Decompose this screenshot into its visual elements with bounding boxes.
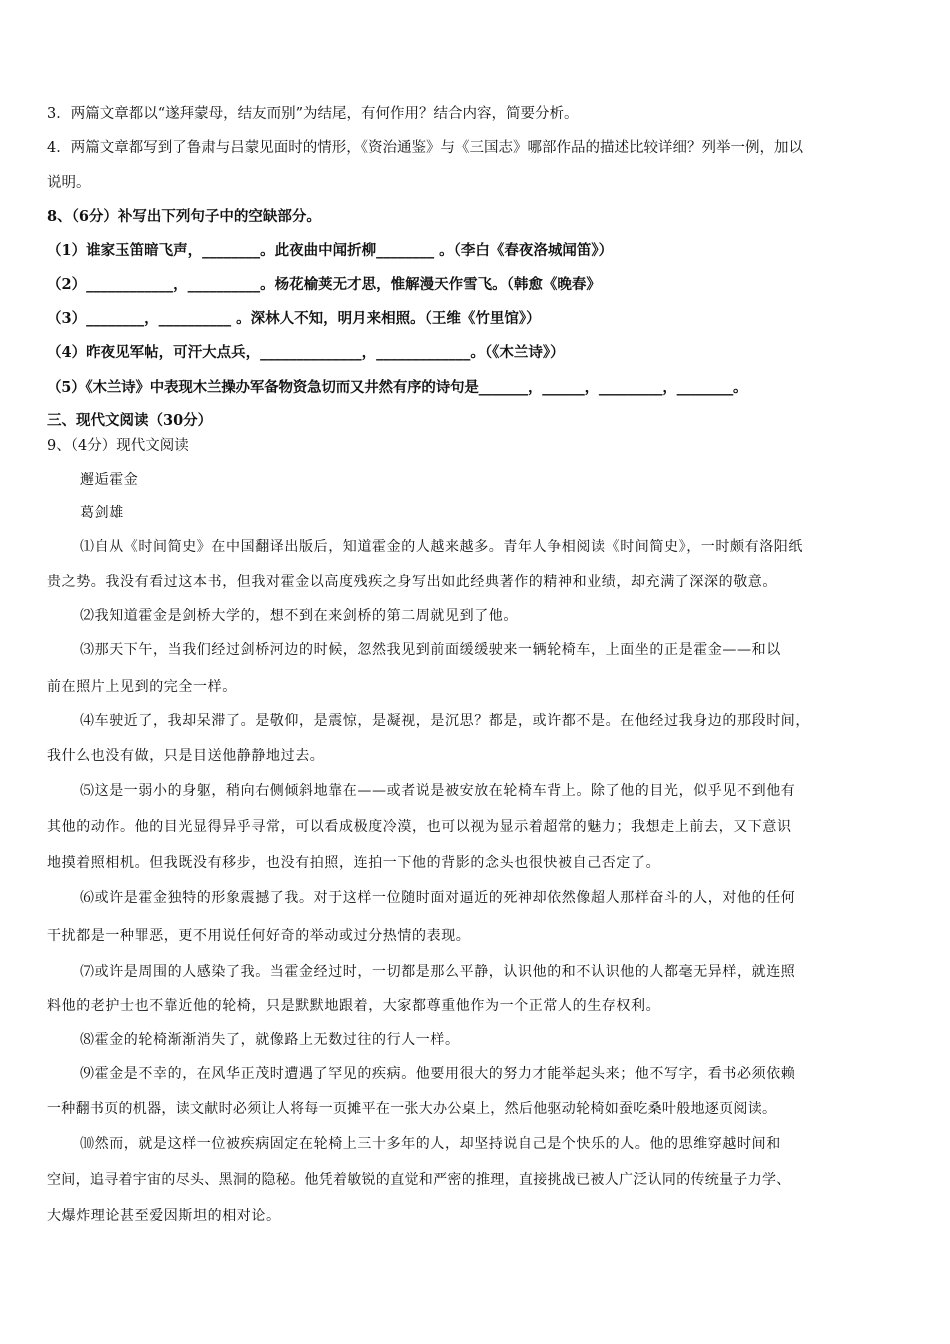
paragraph-3-line2: 前在照片上见到的完全一样。 xyxy=(47,679,237,695)
paragraph-6-line1: ⑹或许是霍金独特的形象震撼了我。对于这样一位随时面对逼近的死神却依然像超人那样奋斗的人，对他的任何 xyxy=(80,890,796,906)
paragraph-7-line1: ⑺或许是周围的人感染了我。当霍金经过时，一切都是那么平静，认识他的和不认识他的人都毫无异样，就连照 xyxy=(80,964,796,980)
paragraph-3-line1: ⑶那天下午，当我们经过剑桥河边的时候，忽然我见到前面缓缓驶来一辆轮椅车，上面坐的正是霍金——和以 xyxy=(80,642,781,658)
question-8-item-2: （2）____________，__________。杨花榆荚无才思，惟解漫天作雪飞。（韩愈《晚春》 xyxy=(47,276,601,293)
paragraph-5-line1: ⑸这是一弱小的身躯，稍向右侧倾斜地靠在——或者说是被安放在轮椅车背上。除了他的目光，似乎见不到他有 xyxy=(80,783,796,799)
question-8-item-4: （4）昨夜见军帖，可汗大点兵，______________，_____________。（《木兰诗》） xyxy=(47,344,565,361)
paragraph-10-line1: ⑽然而，就是这样一位被疾病固定在轮椅上三十多年的人，却坚持说自己是个快乐的人。他的思维穿越时间和 xyxy=(80,1136,781,1152)
paragraph-1-line1: ⑴自从《时间简史》在中国翻译出版后，知道霍金的人越来越多。青年人争相阅读《时间简史》，一时颇有洛阳纸 xyxy=(80,539,803,555)
paragraph-10-line2: 空间，追寻着宇宙的尽头、黑洞的隐秘。他凭着敏锐的直觉和严密的推理，直接挑战已被人广泛认同的传统量子力学、 xyxy=(47,1172,791,1188)
question-8-item-1: （1）谁家玉笛暗飞声，________。此夜曲中闻折柳________ 。（李白《春夜洛城闻笛》） xyxy=(47,242,614,259)
paragraph-9-line2: 一种翻书页的机器，读文献时必须让人将每一页摊平在一张大办公桌上，然后他驱动轮椅如蚕吃桑叶般地逐页阅读。 xyxy=(47,1101,777,1117)
question-9-heading: 9、（4分）现代文阅读 xyxy=(47,438,189,454)
paragraph-7-line2: 料他的老护士也不靠近他的轮椅，只是默默地跟着，大家都尊重他作为一个正常人的生存权利。 xyxy=(47,998,661,1014)
paragraph-5-line2: 其他的动作。他的目光显得异乎寻常，可以看成极度冷漠，也可以视为显示着超常的魅力；我想走上前去，又下意识 xyxy=(47,819,792,835)
paragraph-1-line2: 贵之势。我没有看过这本书，但我对霍金以高度残疾之身写出如此经典著作的精神和业绩，却充满了深深的敬意。 xyxy=(47,574,777,590)
question-8-item-3: （3）________，__________ 。深林人不知，明月来相照。（王维《竹里馆》） xyxy=(47,310,541,327)
question-3: 3．两篇文章都以“遂拜蒙母，结友而别”为结尾，有何作用？结合内容，简要分析。 xyxy=(47,106,579,122)
paragraph-10-line3: 大爆炸理论甚至爱因斯坦的相对论。 xyxy=(47,1208,281,1224)
question-8-item-5: （5）《木兰诗》中表现木兰操办军备物资急切而又井然有序的诗句是_______，______，_________，________。 xyxy=(47,379,748,396)
paragraph-2: ⑵我知道霍金是剑桥大学的，想不到在来剑桥的第二周就见到了他。 xyxy=(80,608,518,624)
paragraph-5-line3: 地摸着照相机。但我既没有移步，也没有拍照，连拍一下他的背影的念头也很快被自己否定了。 xyxy=(47,855,661,871)
article-title: 邂逅霍金 xyxy=(80,472,139,488)
article-author: 葛剑雄 xyxy=(80,505,124,521)
paragraph-8: ⑻霍金的轮椅渐渐消失了，就像路上无数过往的行人一样。 xyxy=(80,1032,460,1048)
question-4-line2: 说明。 xyxy=(47,175,91,191)
paragraph-9-line1: ⑼霍金是不幸的，在风华正茂时遭遇了罕见的疾病。他要用很大的努力才能举起头来；他不写字，看书必须依赖 xyxy=(80,1066,796,1082)
question-4-line1: 4．两篇文章都写到了鲁肃与吕蒙见面时的情形，《资治通鉴》与《三国志》哪部作品的描述比较详细？列举一例，加以 xyxy=(47,140,803,156)
section-3-heading: 三、现代文阅读（30分） xyxy=(47,412,213,429)
paragraph-6-line2: 干扰都是一种罪恶，更不用说任何好奇的举动或过分热情的表现。 xyxy=(47,928,471,944)
paragraph-4-line2: 我什么也没有做，只是目送他静静地过去。 xyxy=(47,748,325,764)
question-8-heading: 8、（6分）补写出下列句子中的空缺部分。 xyxy=(47,208,321,225)
paragraph-4-line1: ⑷车驶近了，我却呆滞了。是敬仰，是震惊，是凝视，是沉思？都是，或许都不是。在他经过我身边的那段时间， xyxy=(80,713,810,729)
